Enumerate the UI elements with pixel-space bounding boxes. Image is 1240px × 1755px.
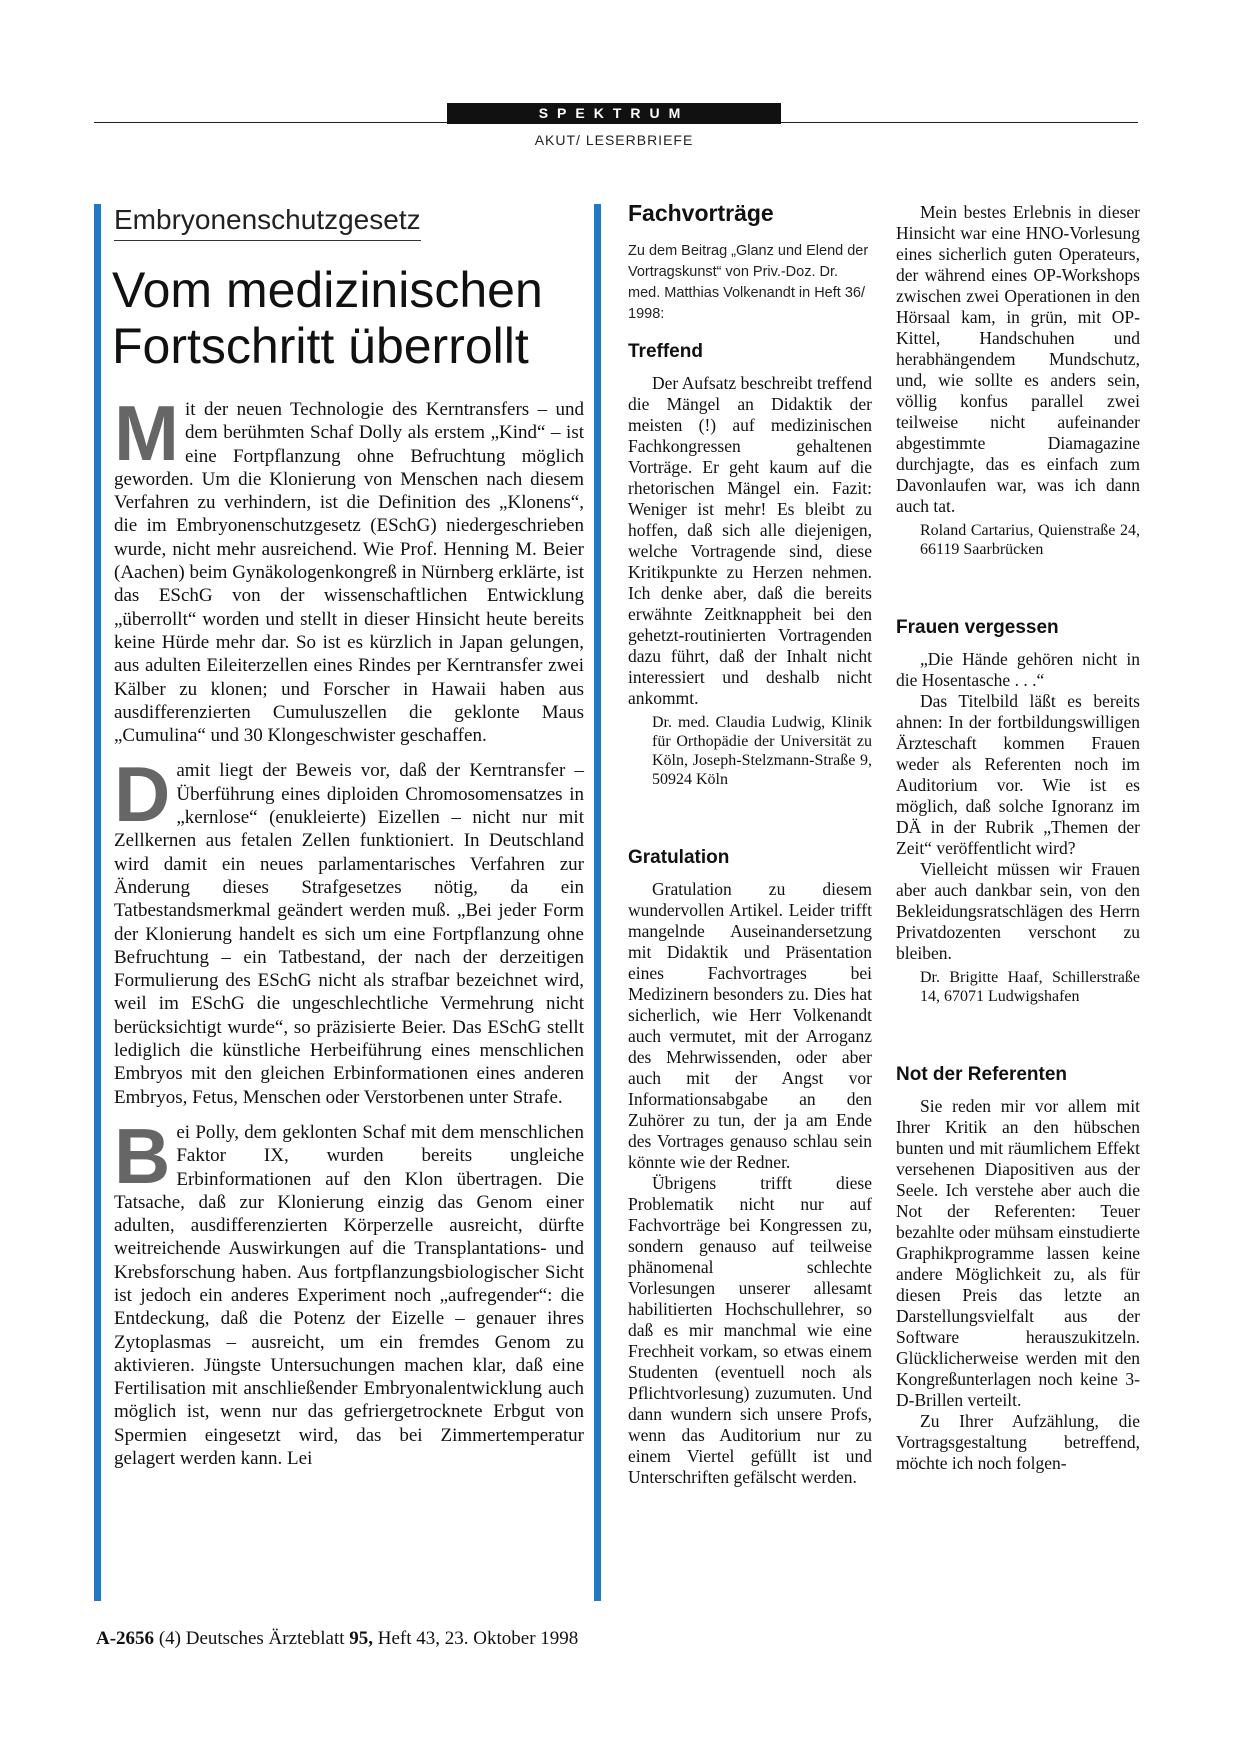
paragraph-text: ei Polly, dem geklonten Schaf mit dem menschlichen Faktor IX, wurden bereits ungleiche Erbinformationen auf den Klon übertragen. Die Tatsache, daß zur Klonierung einzig das Genom einer adulten, ausdifferenzierten Körperzelle ausreicht, dürfte weitreichende Auswirkungen auf die Transplantations- und Krebsforschung haben. Aus fortpflanzungsbiologischer Sicht ist jedoch ein anderes Experiment noch „aufregender“: die Entdeckung, daß die Potenz der Eizelle – genauer ihres Zytoplasmas – ausreicht, um ein fremdes Genom zu aktivieren. Jüngste Untersuchungen machen klar, daß eine Fertilisation mit anschließender Embryonalentwicklung auch möglich ist, wenn nur das gefriergetrocknete Erbgut von Spermien eingesetzt wird, das bei Zimmertemperatur gelagert werden kann. Lei xyxy=(114,1121,584,1470)
letter-title: Frauen vergessen xyxy=(896,617,1059,638)
letter-text: Sie reden mir vor allem mit Ihrer Kritik an den hübschen bunten und mit räumlichem Effekt versehenen Diapositiven aus der Seele. Ich verstehe aber auch die Not der Referenten: Teuer bezahlte oder mühsam einstudierte Graphikprogramme lassen keine andere Möglichkeit zu, als für diesen Preis das letzte an Darstellungsvielfalt aus der Software herauszukitzeln. Glücklicherweise werden mit den Kongreßunterlagen noch keine 3-D-Brillen verteilt. xyxy=(896,1096,1140,1410)
volume-number: 95, xyxy=(349,1628,374,1649)
letters-accent-bar xyxy=(594,204,601,1601)
letter-text: Übrigens trifft diese Problematik nicht nur auf Fachvorträge bei Kongressen zu, sondern genauso auf teilweise phänomenal schlechte Vorlesungen unserer allesamt habilitierten Hochschullehrer, so daß es mir manchmal wie eine Frechheit vorkam, so etwas einem Studenten (eventuell noch als Pflichtvorlesung) zuzumuten. Und dann wundern sich unsere Profs, wenn das Auditorium nur zu einem Viertel gefüllt ist und Unterschriften gefälscht werden. xyxy=(628,1173,872,1487)
article-body xyxy=(114,389,584,1482)
letter-text: Gratulation zu diesem wundervollen Artikel. Leider trifft mangelnde Auseinandersetzung mit Didaktik und Präsentation eines Fachvortrages bei Medizinern besonders zu. Dies hat sicherlich, wie Herr Volkenandt auch vermutet, mit der Arroganz des Mehrwissenden, oder aber auch mit der Angst vor Informationsabgabe an den Zuhörer zu tun, der ja am Ende des Vortrages genauso schlau sein könnte wie der Redner. xyxy=(628,879,872,1172)
paragraph-text: it der neuen Technologie des Kerntransfers – und dem berühmten Schaf Dolly als erstem „Kind“ – ist eine Fortpflanzung ohne Befruchtung möglich geworden. Um die Klonierung von Menschen nach diesem Verfahren zu verhindern, ist die Definition des „Klonens“, die im Embryonenschutzgesetz (ESchG) niedergeschrieben wurde, nicht mehr ausreichend. Wie Prof. Henning M. Beier (Aachen) beim Gynäkologenkongreß in Nürnberg erklärte, ist das ESchG von der wissenschaftlichen Entwicklung „überrollt“ worden und stellt in dieser Hinsicht heute bereits keine Hürde mehr dar. So ist es kürzlich in Japan gelungen, aus adulten Eileiterzellen eines Rindes per Kerntransfer zwei Kälber zu klonen; und Forscher in Hawaii haben aus ausdifferenzierten Cumuluszellen die geklonte Maus „Cumulina“ und 30 Klongeschwister geschaffen. xyxy=(114,399,584,747)
article-kicker: Embryonenschutzgesetz xyxy=(114,204,421,241)
article-paragraph xyxy=(114,389,584,747)
drop-cap: B xyxy=(114,1111,171,1200)
citation-prefix: (4) Deutsches Ärzteblatt xyxy=(158,1628,345,1649)
letter-text: Vielleicht müssen wir Frauen aber auch dankbar sein, von den Bekleidungsratschlägen des Herrn Privatdozenten verschont zu bleiben. xyxy=(896,859,1140,963)
letter-signature: Roland Cartarius, Quienstraße 24, 66119 Saarbrücken xyxy=(920,522,1140,558)
letter-signature: Dr. med. Claudia Ludwig, Klinik für Orthopädie der Universität zu Köln, Joseph-Stelzmann-Straße 9, 50924 Köln xyxy=(652,714,872,788)
headline-line-1: Vom medizinischen xyxy=(112,262,543,318)
paragraph-text: amit liegt der Beweis vor, daß der Kerntransfer – Überführung eines diploiden Chromosomensatzes in „kernlose“ (enukleierte) Eizellen – nicht nur mit Zellkernen aus fetalen Zellen funktioniert. In Deutschland wird damit ein neues parlamentarisches Verfahren zur Änderung dieses Strafgesetzes nötig, da ein Tatbestandsmerkmal geändert werden muß. „Bei jeder Form der Klonierung handelt es sich um eine Fortpflanzung ohne Befruchtung – ein Tatbestand, der nach der derzeitigen Formulierung des ESchG nicht als strafbar bezeichnet wird, weil im ESchG die ungeschlechtliche Vermehrung nicht berücksichtigt wurde“, so präzisierte Beier. Das ESchG stellt lediglich die künstliche Herbeiführung eines menschlichen Embryos mit den gleichen Erbinformationen eines anderen Embryos, Fetus, Menschen oder Verstorbenen unter Strafe. xyxy=(114,760,584,1108)
letter-text: Mein bestes Erlebnis in dieser Hinsicht war eine HNO-Vorlesung eines sicherlich guten Operateurs, der während eines OP-Workshops zwischen zwei Operationen in den Hörsaal kam, in grün, mit OP-Kittel, Handschuhen und herabhängendem Mundschutz, und, wie sollte es anders sein, völlig konfus parallel zwei teilweise nicht aufeinander abgestimmte Diamagazine durchjagte, das es einfach zum Davonlaufen war, was ich dann auch tat. xyxy=(896,202,1140,516)
letter-text: Der Aufsatz beschreibt treffend die Mängel an Didaktik der meisten (!) auf medizinischen Fachkongressen gehaltenen Vorträge. Er geht kaum auf die rhetorischen Mängel ein. Fazit: Weniger ist mehr! Es bleibt zu hoffen, daß sich alle diejenigen, welche Vortragende sind, diese Kritikpunkte zu Herzen nehmen. Ich denke aber, daß die bereits erwähnte Zeitknappheit bei den gehetzt-routinierten Vortragenden dazu führt, daß der Inhalt nicht interessiert und deshalb nicht ankommt. xyxy=(628,373,872,708)
letters-section-title: Fachvorträge xyxy=(628,200,774,226)
letter-title: Gratulation xyxy=(628,847,730,868)
article-paragraph xyxy=(114,1111,584,1470)
article-headline xyxy=(112,262,592,374)
letters-column-2 xyxy=(896,202,1140,1474)
citation-suffix: Heft 43, 23. Oktober 1998 xyxy=(377,1628,579,1649)
letter-text: Zu Ihrer Aufzählung, die Vortragsgestaltung betreffend, möchte ich noch folgen- xyxy=(896,1411,1140,1473)
letters-reference: Zu dem Beitrag „Glanz und Elend der Vortragskunst“ von Priv.-Doz. Dr. med. Matthias Volkenandt in Heft 36/ 1998: xyxy=(628,243,869,322)
section-subtitle: AKUT/ LESERBRIEFE xyxy=(534,132,694,148)
letter-title: Treffend xyxy=(628,341,703,362)
page-number: A-2656 xyxy=(96,1628,155,1649)
letter-title: Not der Referenten xyxy=(896,1064,1068,1085)
page-footer xyxy=(96,1628,578,1650)
drop-cap: D xyxy=(114,750,171,839)
letter-signature: Dr. Brigitte Haaf, Schillerstraße 14, 67071 Ludwigshafen xyxy=(920,969,1140,1005)
section-banner: SPEKTRUM xyxy=(447,103,781,124)
article-accent-bar xyxy=(94,204,101,1601)
letter-text: „Die Hände gehören nicht in die Hosentasche . . .“ xyxy=(896,649,1140,690)
letter-text: Das Titelbild läßt es bereits ahnen: In der fortbildungswilligen Ärzteschaft kommen Frauen weder als Referenten noch im Auditorium vor. Wie ist es möglich, daß solche Ignoranz im DÄ in der Rubrik „Themen der Zeit“ veröffentlicht wird? xyxy=(896,691,1140,858)
headline-line-2: Fortschritt überrollt xyxy=(112,318,529,374)
letters-column-1 xyxy=(628,200,872,1488)
drop-cap: M xyxy=(114,389,179,477)
article-paragraph xyxy=(114,750,584,1108)
